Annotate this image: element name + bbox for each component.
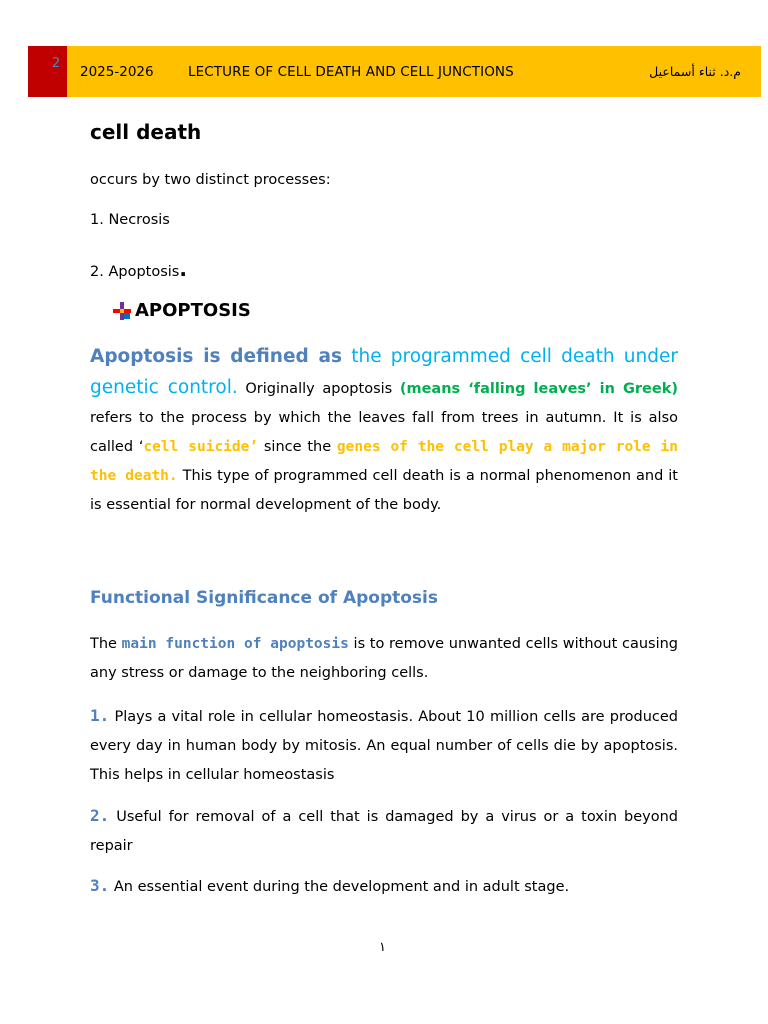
list-item-apoptosis: [90, 257, 678, 281]
list-item-apoptosis-label: 2. Apoptosis: [90, 264, 180, 280]
section-title-cell-death: cell death: [90, 120, 202, 144]
apoptosis-heading: [112, 300, 700, 321]
intro-text: occurs by two distinct processes:: [90, 172, 331, 188]
greek-meaning: (means ‘falling leaves’ in Greek): [399, 381, 678, 397]
footer-page-number: ١: [379, 940, 386, 955]
point-3-number: 3.: [90, 876, 110, 895]
genes-text: genes of the cell play a major role in the death.: [90, 439, 678, 484]
main-function-highlight: main function of apoptosis: [121, 636, 349, 652]
refers-text: refers to the process by which the leaves fall from trees in autumn. It is also called ‘: [90, 410, 678, 455]
header-year: 2025-2026: [80, 64, 154, 80]
functional-intro: [90, 630, 678, 688]
since-text: since the: [258, 439, 337, 455]
originally-text: Originally apoptosis: [237, 381, 400, 397]
point-1: [90, 701, 678, 790]
definition-rest-text: This type of programmed cell death is a normal phenomenon and it is essential for normal development of the body.: [90, 468, 678, 513]
list-item-dot: .: [179, 257, 187, 281]
apoptosis-definition: [90, 342, 678, 520]
list-item-necrosis: 1. Necrosis: [90, 212, 170, 228]
bullet-plus-icon: [112, 301, 132, 321]
point-2-text: Useful for removal of a cell that is damaged by a virus or a toxin beyond repair: [90, 809, 678, 854]
definition-rest: the programmed cell death under genetic control.: [90, 346, 678, 398]
apoptosis-heading-text: APOPTOSIS: [135, 300, 251, 321]
page-number: 2: [52, 56, 61, 71]
header-author: م.د. ثناء أسماعيل: [649, 64, 741, 79]
page-header: [28, 46, 761, 97]
point-3: [90, 871, 678, 902]
definition-bold: Apoptosis is defined as: [90, 346, 343, 367]
point-2: [90, 801, 678, 861]
point-1-number: 1.: [90, 706, 110, 725]
point-1-text: Plays a vital role in cellular homeostasis. About 10 million cells are produced every day in human body by mitosis. An equal number of cells die by apoptosis. This helps in cellular homeostasis: [90, 709, 678, 783]
functional-significance-title: Functional Significance of Apoptosis: [90, 588, 438, 608]
intro-post: is to remove unwanted cells without causing any stress or damage to the neighboring cells.: [90, 636, 678, 681]
header-title: LECTURE OF CELL DEATH AND CELL JUNCTIONS: [188, 64, 514, 80]
intro-pre: The: [90, 636, 122, 652]
page-number-box: [28, 46, 67, 97]
point-3-text: An essential event during the development and in adult stage.: [109, 879, 570, 895]
point-2-number: 2.: [90, 806, 110, 825]
cell-suicide-text: cell suicide’: [143, 439, 259, 455]
